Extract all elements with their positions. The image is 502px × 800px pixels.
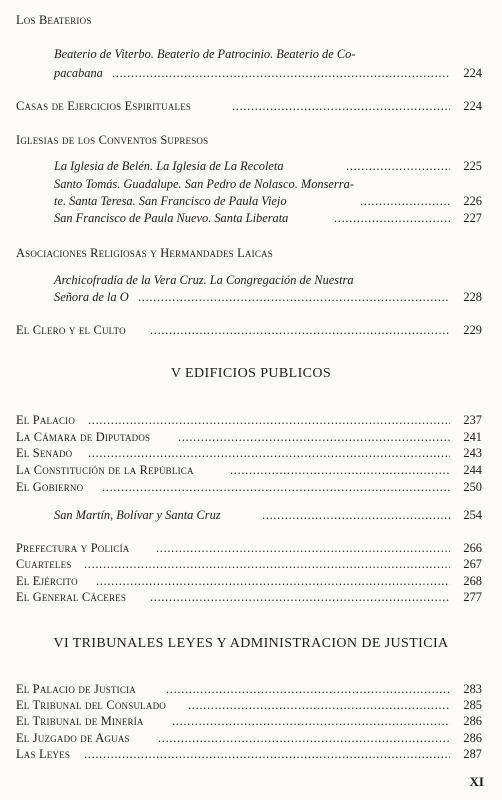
leader-dots xyxy=(112,65,450,81)
entry-text: El Palacio de Justicia xyxy=(16,682,136,696)
entry-text: El Ejército xyxy=(16,574,78,588)
page-number: 267 xyxy=(463,557,482,571)
entry-text: La Iglesia de Belén. La Iglesia de La Recoleta xyxy=(54,159,284,173)
toc-entry-san-martin xyxy=(0,507,502,523)
toc-entry-asociaciones-line2 xyxy=(0,289,502,305)
leader-dots xyxy=(150,322,450,338)
page-number: 254 xyxy=(463,508,482,522)
title-text: Los Beaterios xyxy=(16,13,92,27)
page-number: 227 xyxy=(463,211,482,225)
page-number: 224 xyxy=(463,99,482,113)
page-number: 277 xyxy=(463,590,482,604)
leader-dots xyxy=(96,573,450,589)
leader-dots xyxy=(84,556,450,572)
leader-dots xyxy=(166,681,450,697)
page-number: 237 xyxy=(463,413,482,427)
entry-text: El Senado xyxy=(16,446,73,460)
page-number: 224 xyxy=(463,66,482,80)
entry-text: El Palacio xyxy=(16,413,76,427)
leader-dots xyxy=(230,462,450,478)
page-number: 244 xyxy=(463,463,482,477)
toc-entry-ejercito xyxy=(0,573,502,589)
page-number: 266 xyxy=(463,541,482,555)
entry-text: Santo Tomás. Guadalupe. San Pedro de Nolasco. Monserra- xyxy=(54,177,354,191)
toc-entry-consulado xyxy=(0,697,502,713)
toc-entry-iglesias-1 xyxy=(0,158,502,174)
toc-entry-casas xyxy=(0,98,502,114)
page-number: 226 xyxy=(463,194,482,208)
entry-text: La Cámara de Diputados xyxy=(16,430,151,444)
page-number: 268 xyxy=(463,574,482,588)
leader-dots xyxy=(138,289,450,305)
section-title-beaterios xyxy=(0,12,502,28)
section-heading-vi: VI TRIBUNALES LEYES Y ADMINISTRACION DE JUSTICIA xyxy=(53,636,449,651)
toc-entry-leyes xyxy=(0,746,502,762)
page-number: 225 xyxy=(463,159,482,173)
leader-dots xyxy=(232,98,450,114)
leader-dots xyxy=(172,713,450,729)
entry-text: Las Leyes xyxy=(16,747,71,761)
toc-entry-prefectura xyxy=(0,540,502,556)
entry-text: El Clero y el Culto xyxy=(16,323,126,337)
leader-dots xyxy=(262,507,450,523)
entry-text: San Francisco de Paula Nuevo. Santa Liberata xyxy=(54,211,289,225)
toc-entry-constitucion xyxy=(0,462,502,478)
entry-text: te. Santa Teresa. San Francisco de Paula Viejo xyxy=(54,194,287,208)
entry-text: Cuarteles xyxy=(16,557,72,571)
toc-entry-asociaciones-line1 xyxy=(0,272,502,288)
entry-text: El Juzgado de Aguas xyxy=(16,731,130,745)
entry-text: El Tribunal del Consulado xyxy=(16,698,166,712)
entry-text: El Gobierno xyxy=(16,480,84,494)
toc-entry-aguas xyxy=(0,730,502,746)
entry-text: La Constitución de la República xyxy=(16,463,194,477)
leader-dots xyxy=(360,193,450,209)
entry-text: Archicofradía de la Vera Cruz. La Congregación de Nuestra xyxy=(54,273,354,287)
leader-dots xyxy=(150,589,450,605)
title-text: Asociaciones Religiosas y Hermandades Laicas xyxy=(16,246,273,260)
entry-text: Prefectura y Policía xyxy=(16,541,130,555)
toc-entry-iglesias-3 xyxy=(0,193,502,209)
toc-entry-cuarteles xyxy=(0,556,502,572)
page-number: 283 xyxy=(463,682,482,696)
toc-entry-beaterios-line1 xyxy=(0,46,502,62)
page-number: 287 xyxy=(463,747,482,761)
leader-dots xyxy=(178,429,450,445)
page-number: 243 xyxy=(463,446,482,460)
section-title-iglesias xyxy=(0,132,502,148)
toc-entry-mineria xyxy=(0,713,502,729)
leader-dots xyxy=(334,210,450,226)
toc-entry-palacio-justicia xyxy=(0,681,502,697)
title-text: Iglesias de los Conventos Supresos xyxy=(16,133,209,147)
leader-dots xyxy=(188,697,450,713)
toc-entry-clero xyxy=(0,322,502,338)
entry-text: El General Cáceres xyxy=(16,590,127,604)
leader-dots xyxy=(88,445,450,461)
page-number: 228 xyxy=(463,290,482,304)
leader-dots xyxy=(102,479,450,495)
leader-dots xyxy=(156,540,450,556)
toc-entry-camara xyxy=(0,429,502,445)
page-number: 241 xyxy=(463,430,482,444)
page-number: 285 xyxy=(463,698,482,712)
page-number: 286 xyxy=(463,714,482,728)
page-number: 286 xyxy=(463,731,482,745)
toc-entry-beaterios-line2 xyxy=(0,65,502,81)
entry-text: Beaterio de Viterbo. Beaterio de Patrocinio. Beaterio de Co- xyxy=(54,47,356,61)
entry-text: El Tribunal de Minería xyxy=(16,714,144,728)
entry-text: Señora de la O xyxy=(54,290,129,304)
section-title-asociaciones xyxy=(0,245,502,261)
page-folio: XI xyxy=(469,774,484,789)
leader-dots xyxy=(84,746,450,762)
toc-entry-iglesias-4 xyxy=(0,210,502,226)
section-heading-v: V EDIFICIOS PUBLICOS xyxy=(170,366,332,381)
entry-text: Casas de Ejercicios Espirituales xyxy=(16,99,192,113)
page-number: 250 xyxy=(463,480,482,494)
leader-dots xyxy=(158,730,450,746)
toc-entry-iglesias-2 xyxy=(0,176,502,192)
entry-text: pacabana xyxy=(54,66,103,80)
toc-entry-gobierno xyxy=(0,479,502,495)
toc-entry-caceres xyxy=(0,589,502,605)
entry-text: San Martín, Bolívar y Santa Cruz xyxy=(54,508,221,522)
toc-entry-senado xyxy=(0,445,502,461)
leader-dots xyxy=(346,158,450,174)
leader-dots xyxy=(88,412,450,428)
page-number: 229 xyxy=(463,323,482,337)
toc-entry-palacio xyxy=(0,412,502,428)
